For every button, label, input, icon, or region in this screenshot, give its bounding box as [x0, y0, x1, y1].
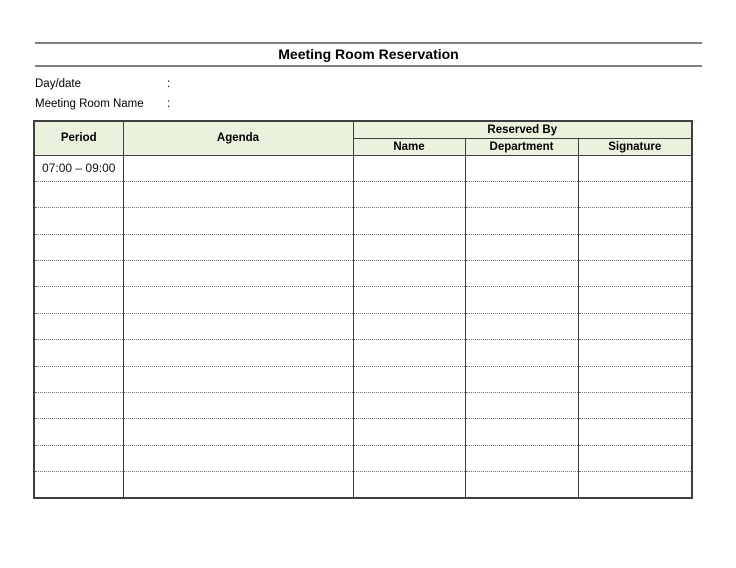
cell-agenda — [123, 472, 353, 498]
field-meeting-room-name-colon: : — [167, 98, 171, 110]
cell-period — [34, 393, 123, 419]
cell-agenda — [123, 261, 353, 287]
cell-name — [353, 313, 465, 339]
title-bottom-rule — [35, 65, 702, 67]
cell-department — [465, 261, 578, 287]
cell-signature — [578, 155, 692, 181]
cell-department — [465, 393, 578, 419]
cell-agenda — [123, 181, 353, 207]
cell-period — [34, 208, 123, 234]
cell-agenda — [123, 313, 353, 339]
cell-period — [34, 313, 123, 339]
header-name: Name — [353, 138, 465, 155]
cell-department — [465, 366, 578, 392]
reservation-table-header — [34, 121, 692, 155]
cell-agenda — [123, 287, 353, 313]
cell-period: 07:00 – 09:00 — [34, 155, 123, 181]
cell-name — [353, 234, 465, 260]
cell-signature — [578, 340, 692, 366]
cell-department — [465, 155, 578, 181]
cell-name — [353, 261, 465, 287]
cell-name — [353, 366, 465, 392]
cell-department — [465, 445, 578, 471]
cell-period — [34, 366, 123, 392]
field-day-date — [35, 74, 179, 94]
cell-signature — [578, 445, 692, 471]
cell-period — [34, 340, 123, 366]
reservation-table — [33, 120, 693, 499]
field-meeting-room-name-label: Meeting Room Name — [35, 98, 144, 110]
reservation-table-body — [34, 155, 692, 498]
cell-period — [34, 181, 123, 207]
cell-department — [465, 313, 578, 339]
field-meeting-room-name — [35, 94, 179, 114]
cell-name — [353, 208, 465, 234]
cell-agenda — [123, 340, 353, 366]
cell-department — [465, 287, 578, 313]
cell-name — [353, 340, 465, 366]
cell-department — [465, 234, 578, 260]
header-period: Period — [34, 121, 123, 155]
cell-name — [353, 419, 465, 445]
table-row — [34, 340, 692, 366]
cell-signature — [578, 234, 692, 260]
cell-period — [34, 472, 123, 498]
cell-name — [353, 472, 465, 498]
cell-department — [465, 472, 578, 498]
table-row — [34, 287, 692, 313]
cell-agenda — [123, 155, 353, 181]
cell-department — [465, 340, 578, 366]
cell-period — [34, 261, 123, 287]
table-row — [34, 313, 692, 339]
cell-agenda — [123, 366, 353, 392]
cell-signature — [578, 208, 692, 234]
cell-period — [34, 419, 123, 445]
cell-name — [353, 393, 465, 419]
cell-agenda — [123, 393, 353, 419]
cell-name — [353, 155, 465, 181]
cell-signature — [578, 287, 692, 313]
cell-name — [353, 181, 465, 207]
cell-department — [465, 208, 578, 234]
title-block — [35, 42, 702, 67]
table-row — [34, 181, 692, 207]
header-agenda: Agenda — [123, 121, 353, 155]
cell-signature — [578, 261, 692, 287]
table-row — [34, 393, 692, 419]
cell-signature — [578, 366, 692, 392]
cell-signature — [578, 181, 692, 207]
cell-agenda — [123, 445, 353, 471]
table-row — [34, 445, 692, 471]
cell-signature — [578, 472, 692, 498]
field-day-date-label: Day/date — [35, 78, 82, 90]
page-title: Meeting Room Reservation — [278, 46, 459, 62]
table-row — [34, 366, 692, 392]
table-row — [34, 234, 692, 260]
cell-period — [34, 234, 123, 260]
cell-name — [353, 445, 465, 471]
cell-signature — [578, 419, 692, 445]
table-row — [34, 419, 692, 445]
cell-agenda — [123, 208, 353, 234]
field-day-date-colon: : — [167, 78, 171, 90]
header-reserved-by: Reserved By — [353, 121, 692, 138]
cell-agenda — [123, 419, 353, 445]
cell-agenda — [123, 234, 353, 260]
header-department: Department — [465, 138, 578, 155]
cell-department — [465, 419, 578, 445]
cell-department — [465, 181, 578, 207]
form-fields — [35, 74, 179, 114]
table-row — [34, 261, 692, 287]
cell-period — [34, 287, 123, 313]
header-signature: Signature — [578, 138, 692, 155]
cell-signature — [578, 313, 692, 339]
table-row — [34, 155, 692, 181]
cell-signature — [578, 393, 692, 419]
cell-name — [353, 287, 465, 313]
table-row — [34, 208, 692, 234]
cell-period — [34, 445, 123, 471]
table-row — [34, 472, 692, 498]
